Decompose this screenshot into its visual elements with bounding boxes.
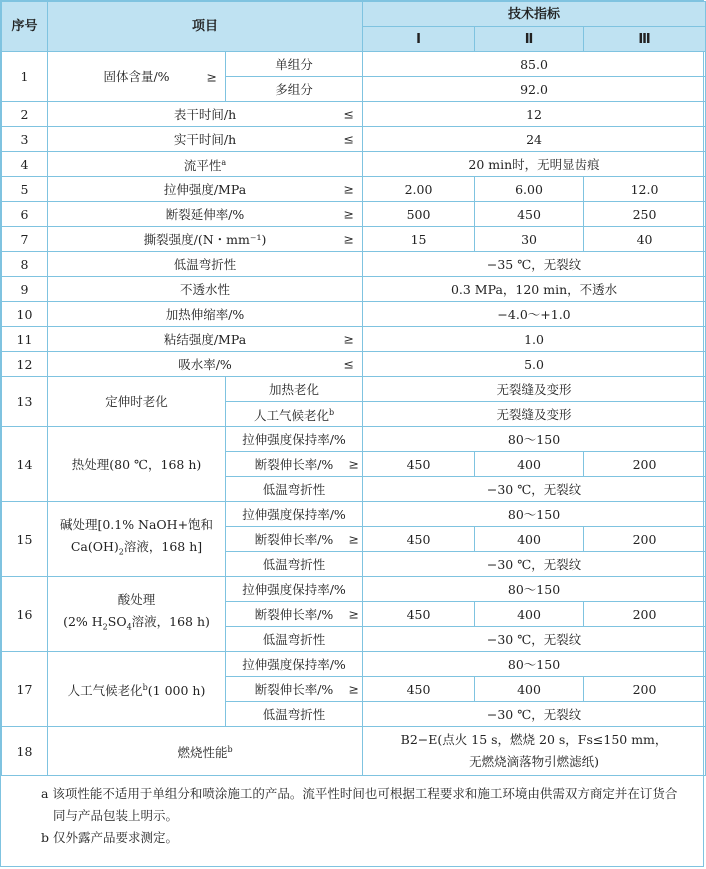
value-cell: 450 [363, 677, 475, 702]
row-no: 6 [2, 202, 48, 227]
label-text: 人工气候老化 [67, 683, 143, 699]
value-cell: 85.0 [363, 52, 706, 77]
value-cell: 450 [363, 452, 475, 477]
row-label [48, 127, 363, 152]
sub-label [226, 527, 363, 552]
value-line: B2−E(点火 15 s，燃烧 20 s，Fs≤150 mm， [400, 732, 668, 747]
table-row [2, 152, 706, 177]
label-text: 人工气候老化 [253, 408, 329, 424]
row-label: 加热伸缩率/% [48, 302, 363, 327]
footnote-mark: b [328, 407, 335, 417]
value-cell: 无裂缝及变形 [363, 402, 706, 427]
value-cell: 12.0 [584, 177, 706, 202]
value-cell: 200 [584, 677, 706, 702]
table-row [2, 277, 706, 302]
row-label: 热处理(80 ℃，168 h) [48, 427, 226, 502]
value-cell: 500 [363, 202, 475, 227]
value-cell: 200 [584, 602, 706, 627]
header-grade-1: Ⅰ [363, 27, 475, 52]
value-cell: 40 [584, 227, 706, 252]
footnote-mark: b [227, 744, 233, 754]
value-cell: 200 [584, 452, 706, 477]
row-no: 16 [2, 577, 48, 652]
row-no: 13 [2, 377, 48, 427]
row-label [48, 227, 363, 252]
table-row [2, 302, 706, 327]
row-no: 18 [2, 727, 48, 776]
subscript: 2 [102, 622, 108, 632]
label-text: 燃烧性能 [177, 745, 228, 761]
value-cell: 12 [363, 102, 706, 127]
row-label [48, 502, 226, 577]
label-line: SO [107, 614, 127, 630]
footnote-b: b 仅外露产品要求测定。 [41, 830, 178, 845]
value-cell: 200 [584, 527, 706, 552]
row-label [48, 727, 363, 776]
value-cell [363, 727, 706, 776]
value-cell: 250 [584, 202, 706, 227]
value-cell: 20 min时，无明显齿痕 [363, 152, 706, 177]
value-cell: −30 ℃，无裂纹 [363, 702, 706, 727]
row-label [48, 52, 226, 102]
sub-label: 低温弯折性 [226, 627, 363, 652]
row-no: 3 [2, 127, 48, 152]
label-text: 粘结强度/MPa [163, 331, 247, 347]
sub-label: 拉伸强度保持率/% [226, 577, 363, 602]
row-no: 15 [2, 502, 48, 577]
row-label [48, 152, 363, 177]
row-label [48, 102, 363, 127]
sub-label [226, 452, 363, 477]
gte-symbol: ≥ [348, 531, 360, 547]
table-row [2, 352, 706, 377]
label-text: 流平性 [183, 158, 222, 174]
footnote-mark: b [142, 682, 148, 692]
gte-symbol: ≥ [348, 681, 360, 697]
table-row [2, 577, 706, 602]
row-no: 17 [2, 652, 48, 727]
label-text: 固体含量/% [103, 69, 170, 84]
value-cell: 80～150 [363, 427, 706, 452]
gte-symbol: ≥ [343, 181, 355, 197]
footnotes [1, 771, 703, 849]
label-line: 溶液，168 h] [123, 539, 203, 555]
gte-symbol: ≥ [343, 331, 355, 347]
row-no: 9 [2, 277, 48, 302]
value-cell: 450 [363, 602, 475, 627]
header-no: 序号 [2, 2, 48, 52]
table-row [2, 102, 706, 127]
value-cell: 5.0 [363, 352, 706, 377]
header-spec: 技术指标 [363, 2, 706, 27]
gte-symbol: ≥ [348, 456, 360, 472]
label-line: (2% H [63, 614, 103, 630]
sub-label [226, 677, 363, 702]
row-no: 10 [2, 302, 48, 327]
row-no: 2 [2, 102, 48, 127]
row-no: 4 [2, 152, 48, 177]
sub-label: 低温弯折性 [226, 477, 363, 502]
row-no: 7 [2, 227, 48, 252]
value-cell: −4.0～+1.0 [363, 302, 706, 327]
table-row [2, 202, 706, 227]
sub-label: 低温弯折性 [226, 702, 363, 727]
label-text: 吸水率/% [178, 356, 232, 372]
value-cell: 15 [363, 227, 475, 252]
value-cell: 6.00 [475, 177, 584, 202]
footnote-mark: a [221, 157, 227, 167]
sub-label [226, 402, 363, 427]
row-no: 8 [2, 252, 48, 277]
subscript: 4 [126, 622, 132, 632]
table-row [2, 252, 706, 277]
gte-symbol: ≥ [343, 231, 355, 247]
table-row [2, 377, 706, 402]
gte-symbol: ≥ [343, 206, 355, 222]
row-no: 1 [2, 52, 48, 102]
value-cell: 30 [475, 227, 584, 252]
value-cell: −30 ℃，无裂纹 [363, 627, 706, 652]
label-text: 拉伸强度/MPa [163, 181, 247, 197]
row-label [48, 577, 226, 652]
row-label [48, 327, 363, 352]
label-text: 实干时间/h [173, 131, 237, 147]
lte-symbol: ≤ [343, 131, 355, 147]
label-text: 表干时间/h [173, 106, 237, 122]
footnote-a: a 该项性能不适用于单组分和喷涂施工的产品。流平性时间也可根据工程要求和施工环境由供需双方商定并在订货合同与产品包装上明示。 [41, 786, 678, 823]
value-cell: −35 ℃，无裂纹 [363, 252, 706, 277]
sub-label: 加热老化 [226, 377, 363, 402]
value-cell: 400 [475, 602, 584, 627]
sub-label: 拉伸强度保持率/% [226, 502, 363, 527]
sub-label: 单组分 [226, 52, 363, 77]
row-no: 14 [2, 427, 48, 502]
value-cell: 24 [363, 127, 706, 152]
table-row [2, 127, 706, 152]
table-row [2, 502, 706, 527]
gte-symbol: ≥ [348, 606, 360, 622]
row-no: 5 [2, 177, 48, 202]
value-cell: 92.0 [363, 77, 706, 102]
row-label [48, 352, 363, 377]
row-label: 不透水性 [48, 277, 363, 302]
label-text: 断裂伸长率/% [254, 606, 334, 622]
value-cell: 450 [475, 202, 584, 227]
table-row [2, 727, 706, 776]
table-row [2, 327, 706, 352]
value-cell: 450 [363, 527, 475, 552]
value-cell: 0.3 MPa，120 min，不透水 [363, 277, 706, 302]
value-cell: 无裂缝及变形 [363, 377, 706, 402]
sub-label [226, 602, 363, 627]
table-row [2, 652, 706, 677]
value-cell: 400 [475, 677, 584, 702]
label-line: 溶液，168 h) [131, 614, 210, 630]
value-line: 无燃烧滴落物引燃滤纸) [469, 754, 599, 769]
lte-symbol: ≤ [343, 356, 355, 372]
label-line: 碱处理[0.1% NaOH+饱和 [59, 517, 214, 533]
value-cell: 1.0 [363, 327, 706, 352]
value-cell: 2.00 [363, 177, 475, 202]
sub-label: 低温弯折性 [226, 552, 363, 577]
label-text: (1 000 h) [147, 683, 206, 699]
header-grade-3: Ⅲ [584, 27, 706, 52]
value-cell: 80～150 [363, 652, 706, 677]
table-row [2, 52, 706, 77]
header-item: 项目 [48, 2, 363, 52]
subscript: 2 [118, 547, 124, 557]
lte-symbol: ≤ [343, 106, 355, 122]
row-label [48, 652, 226, 727]
sub-label: 拉伸强度保持率/% [226, 652, 363, 677]
sub-label: 多组分 [226, 77, 363, 102]
header-grade-2: Ⅱ [475, 27, 584, 52]
value-cell: −30 ℃，无裂纹 [363, 552, 706, 577]
table-row [2, 227, 706, 252]
label-text: 断裂伸长率/% [254, 456, 334, 472]
value-cell: 80～150 [363, 577, 706, 602]
gte-symbol: ≥ [206, 69, 217, 84]
value-cell: 400 [475, 527, 584, 552]
row-label: 定伸时老化 [48, 377, 226, 427]
value-cell: 80～150 [363, 502, 706, 527]
row-no: 12 [2, 352, 48, 377]
label-line: Ca(OH) [70, 539, 119, 555]
spec-table [1, 1, 706, 776]
label-line: 酸处理 [117, 592, 156, 608]
row-label [48, 202, 363, 227]
value-cell: −30 ℃，无裂纹 [363, 477, 706, 502]
table-row [2, 177, 706, 202]
value-cell: 400 [475, 452, 584, 477]
row-label [48, 177, 363, 202]
label-text: 断裂伸长率/% [254, 531, 334, 547]
label-text: 断裂延伸率/% [165, 206, 245, 222]
row-label: 低温弯折性 [48, 252, 363, 277]
label-text: 断裂伸长率/% [254, 681, 334, 697]
table-row [2, 427, 706, 452]
label-text: 撕裂强度/(N・mm⁻¹) [143, 231, 267, 247]
row-no: 11 [2, 327, 48, 352]
sub-label: 拉伸强度保持率/% [226, 427, 363, 452]
